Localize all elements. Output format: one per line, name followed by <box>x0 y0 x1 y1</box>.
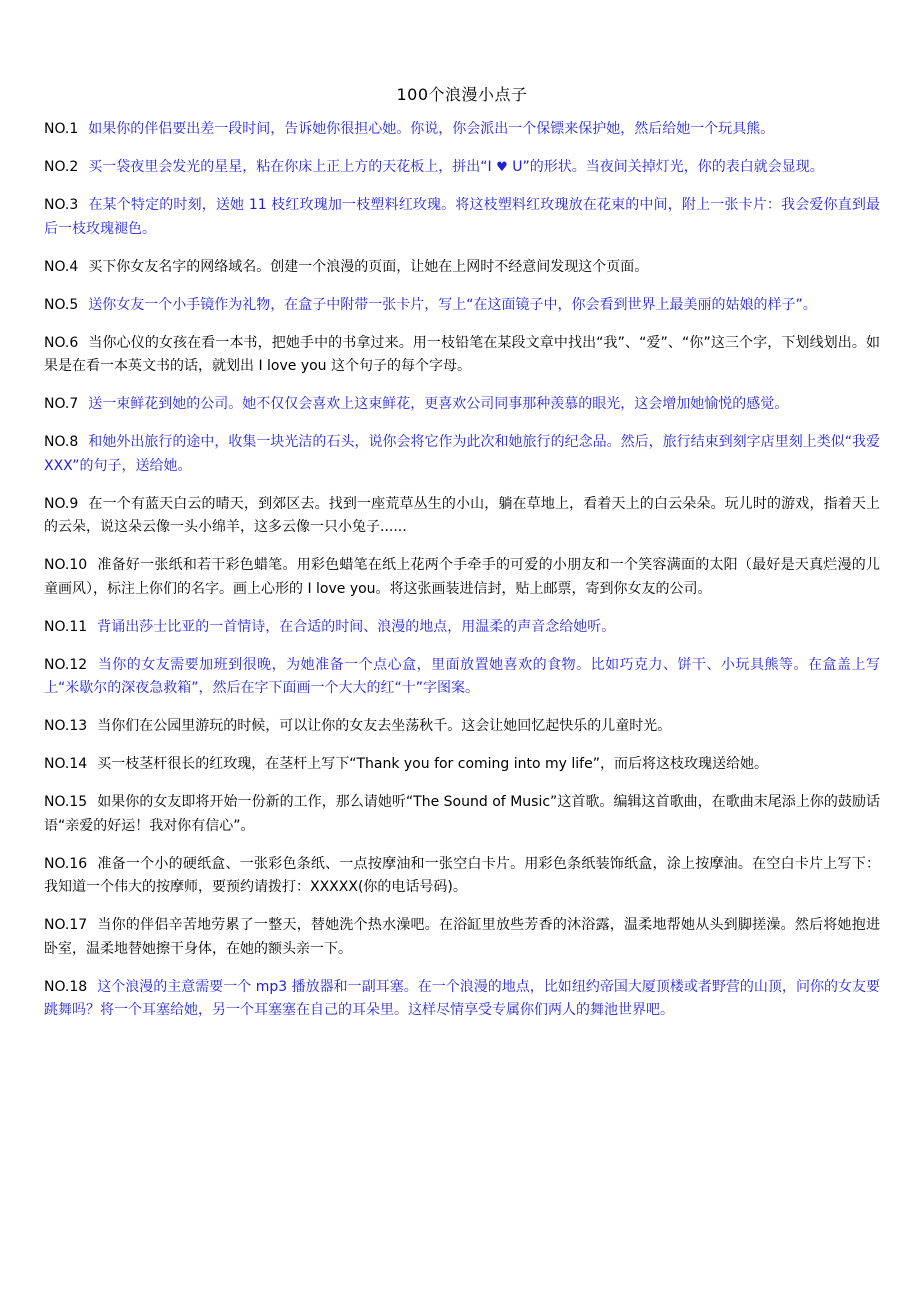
idea-item <box>44 753 880 777</box>
idea-item <box>44 616 880 640</box>
idea-item <box>44 914 880 961</box>
idea-text: 买下你女友名字的网络域名。创建一个浪漫的页面，让她在上网时不经意间发现这个页面。 <box>88 258 649 275</box>
idea-item <box>44 256 880 280</box>
idea-number: NO.16 <box>44 855 88 872</box>
idea-item <box>44 431 880 478</box>
idea-text: 和她外出旅行的途中，收集一块光洁的石头，说你会将它作为此次和她旅行的纪念品。然后，旅行结束到刻字店里刻上类似“我爱 XXX”的句子，送给她。 <box>44 434 880 474</box>
idea-item <box>44 654 880 701</box>
idea-item <box>44 194 880 241</box>
heart-icon: ♥ <box>496 160 508 175</box>
idea-text: 准备一个小的硬纸盒、一张彩色条纸、一点按摩油和一张空白卡片。用彩色条纸装饰纸盒，涂上按摩油。在空白卡片上写下：我知道一个伟大的按摩师，要预约请拨打：XXXXX(你的电话号码)。 <box>44 855 880 895</box>
idea-number: NO.14 <box>44 756 88 772</box>
idea-item <box>44 294 880 318</box>
idea-text: 送你女友一个小手镜作为礼物，在盒子中附带一张卡片，写上“在这面镜子中，你会看到世界上最美丽的姑娘的样子”。 <box>88 296 817 313</box>
idea-item <box>44 332 880 379</box>
idea-text <box>88 159 823 175</box>
idea-text: 在某个特定的时刻，送她 11 枝红玫瑰加一枝塑料红玫瑰。将这枝塑料红玫瑰放在花束的中间，附上一张卡片：我会爱你直到最后一枝玫瑰褪色。 <box>44 197 880 237</box>
idea-text: 这个浪漫的主意需要一个 mp3 播放器和一副耳塞。在一个浪漫的地点，比如纽约帝国大厦顶楼或者野营的山顶，问你的女友要跳舞吗？将一个耳塞给她，另一个耳塞塞在自己的耳朵里。这样尽情享受专属你们两人的舞池世界吧。 <box>44 978 880 1018</box>
idea-item <box>44 493 880 540</box>
idea-item <box>44 554 880 601</box>
idea-item <box>44 393 880 417</box>
idea-item <box>44 976 880 1023</box>
idea-text: 当你心仪的女孩在看一本书，把她手中的书拿过来。用一枝铅笔在某段文章中找出“我”、“爱”、“你”这三个字，下划线划出。如果是在看一本英文书的话，就划出 I love you 这个句子的每个字母。 <box>44 334 880 374</box>
idea-number: NO.12 <box>44 656 88 673</box>
idea-item <box>44 156 880 180</box>
idea-number: NO.4 <box>44 258 79 275</box>
idea-text: 当你们在公园里游玩的时候，可以让你的女友去坐荡秋千。这会让她回忆起快乐的儿童时光。 <box>97 718 672 734</box>
idea-text: 送一束鲜花到她的公司。她不仅仅会喜欢上这束鲜花，更喜欢公司同事那种羡慕的眼光，这会增加她愉悦的感觉。 <box>88 396 789 412</box>
idea-text: 背诵出莎士比亚的一首情诗，在合适的时间、浪漫的地点，用温柔的声音念给她听。 <box>97 618 616 635</box>
idea-number: NO.3 <box>44 197 79 213</box>
idea-text: 在一个有蓝天白云的晴天，到郊区去。找到一座荒草丛生的小山，躺在草地上，看着天上的白云朵朵。玩儿时的游戏，指着天上的云朵，说这朵云像一头小绵羊，这多云像一只小兔子...... <box>44 495 880 535</box>
idea-item <box>44 118 880 142</box>
idea-number: NO.10 <box>44 557 88 573</box>
idea-number: NO.7 <box>44 396 79 412</box>
idea-text: 如果你的伴侣要出差一段时间，告诉她你很担心她。你说，你会派出一个保镖来保护她，然后给她一个玩具熊。 <box>88 121 775 137</box>
idea-text-part: 买一袋夜里会发光的星星，粘在你床上正上方的天花板上，拼出“I <box>88 159 497 175</box>
idea-number: NO.5 <box>44 296 79 313</box>
idea-list <box>44 118 880 1023</box>
idea-text: 准备好一张纸和若干彩色蜡笔。用彩色蜡笔在纸上花两个手牵手的可爱的小朋友和一个笑容满面的太阳（最好是天真烂漫的儿童画风），标注上你们的名字。画上心形的 I love you。将这张画装进信封，贴上邮票，寄到你女友的公司。 <box>44 557 880 597</box>
idea-number: NO.1 <box>44 121 79 137</box>
idea-number: NO.11 <box>44 618 88 635</box>
idea-text-part: U”的形状。当夜间关掉灯光，你的表白就会显现。 <box>507 159 824 175</box>
idea-number: NO.9 <box>44 495 79 512</box>
idea-number: NO.8 <box>44 434 79 450</box>
idea-text: 当你的女友需要加班到很晚，为她准备一个点心盒，里面放置她喜欢的食物。比如巧克力、饼干、小玩具熊等。在盒盖上写上“米歇尔的深夜急救箱”，然后在字下面画一个大大的红“十”字图案。 <box>44 656 880 696</box>
idea-item <box>44 791 880 838</box>
idea-item <box>44 853 880 900</box>
idea-number: NO.13 <box>44 718 88 734</box>
idea-item <box>44 715 880 739</box>
idea-number: NO.18 <box>44 978 88 995</box>
idea-number: NO.6 <box>44 334 79 351</box>
document-page <box>44 82 880 1037</box>
idea-number: NO.15 <box>44 794 88 810</box>
idea-number: NO.17 <box>44 917 88 933</box>
document-title: 100个浪漫小点子 <box>396 85 528 104</box>
idea-text: 买一枝茎杆很长的红玫瑰，在茎杆上写下“Thank you for coming into my life”，而后将这枝玫瑰送给她。 <box>97 756 768 772</box>
idea-text: 如果你的女友即将开始一份新的工作，那么请她听“The Sound of Music”这首歌。编辑这首歌曲，在歌曲末尾添上你的鼓励话语“亲爱的好运！我对你有信心”。 <box>44 794 880 834</box>
idea-number: NO.2 <box>44 159 79 175</box>
idea-text: 当你的伴侣辛苦地劳累了一整天，替她洗个热水澡吧。在浴缸里放些芳香的沐浴露，温柔地帮她从头到脚搓澡。然后将她抱进卧室，温柔地替她擦干身体，在她的额头亲一下。 <box>44 917 880 957</box>
